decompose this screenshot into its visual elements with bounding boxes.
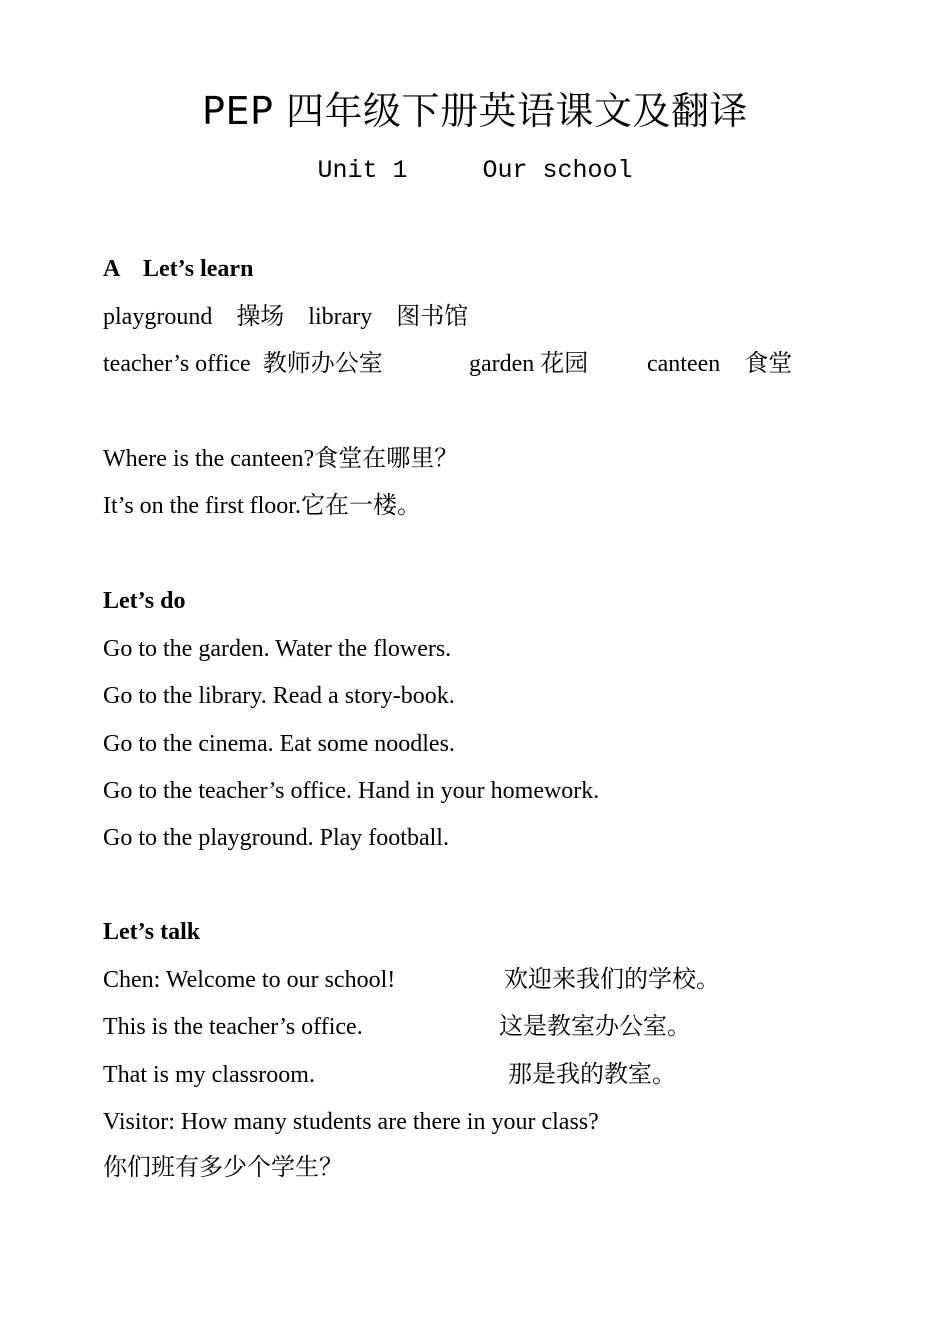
dialog-line-2: It’s on the first floor.它在一楼。 [103,493,421,519]
vocab-garden: garden 花园 [469,351,589,377]
section-a-heading: A Let’s learn [103,256,254,282]
unit-heading: Unit 1 Our school [317,156,633,185]
dialog-line-1: Where is the canteen?食堂在哪里？ [103,446,459,472]
document-title: PEP 四年级下册英语课文及翻译 [202,89,748,133]
talk-row-2-en: This is the teacher’s office. [103,1014,363,1040]
lets-do-line-1: Go to the garden. Water the flowers. [103,636,452,662]
talk-row-3-en: That is my classroom. [103,1062,315,1088]
lets-do-heading: Let’s do [103,588,186,614]
talk-row-2-zh: 这是教室办公室。 [499,1014,691,1040]
vocab-teachers-office: teacher’s office 教师办公室 [103,351,383,377]
lets-do-line-2: Go to the library. Read a story-book. [103,683,455,709]
vocab-canteen: canteen 食堂 [647,351,793,377]
lets-do-line-5: Go to the playground. Play football. [103,825,449,851]
lets-talk-heading: Let’s talk [103,919,201,945]
visitor-translation: 你们班有多少个学生？ [103,1155,343,1181]
talk-row-1-en: Chen: Welcome to our school! [103,967,396,993]
vocab-line-1: playground 操场 library 图书馆 [103,304,469,330]
talk-row-1-zh: 欢迎来我们的学校。 [504,967,720,993]
visitor-question: Visitor: How many students are there in your class? [103,1109,599,1135]
lets-do-line-3: Go to the cinema. Eat some noodles. [103,731,455,757]
talk-row-3-zh: 那是我的教室。 [508,1062,676,1088]
lets-do-line-4: Go to the teacher’s office. Hand in your homework. [103,778,600,804]
